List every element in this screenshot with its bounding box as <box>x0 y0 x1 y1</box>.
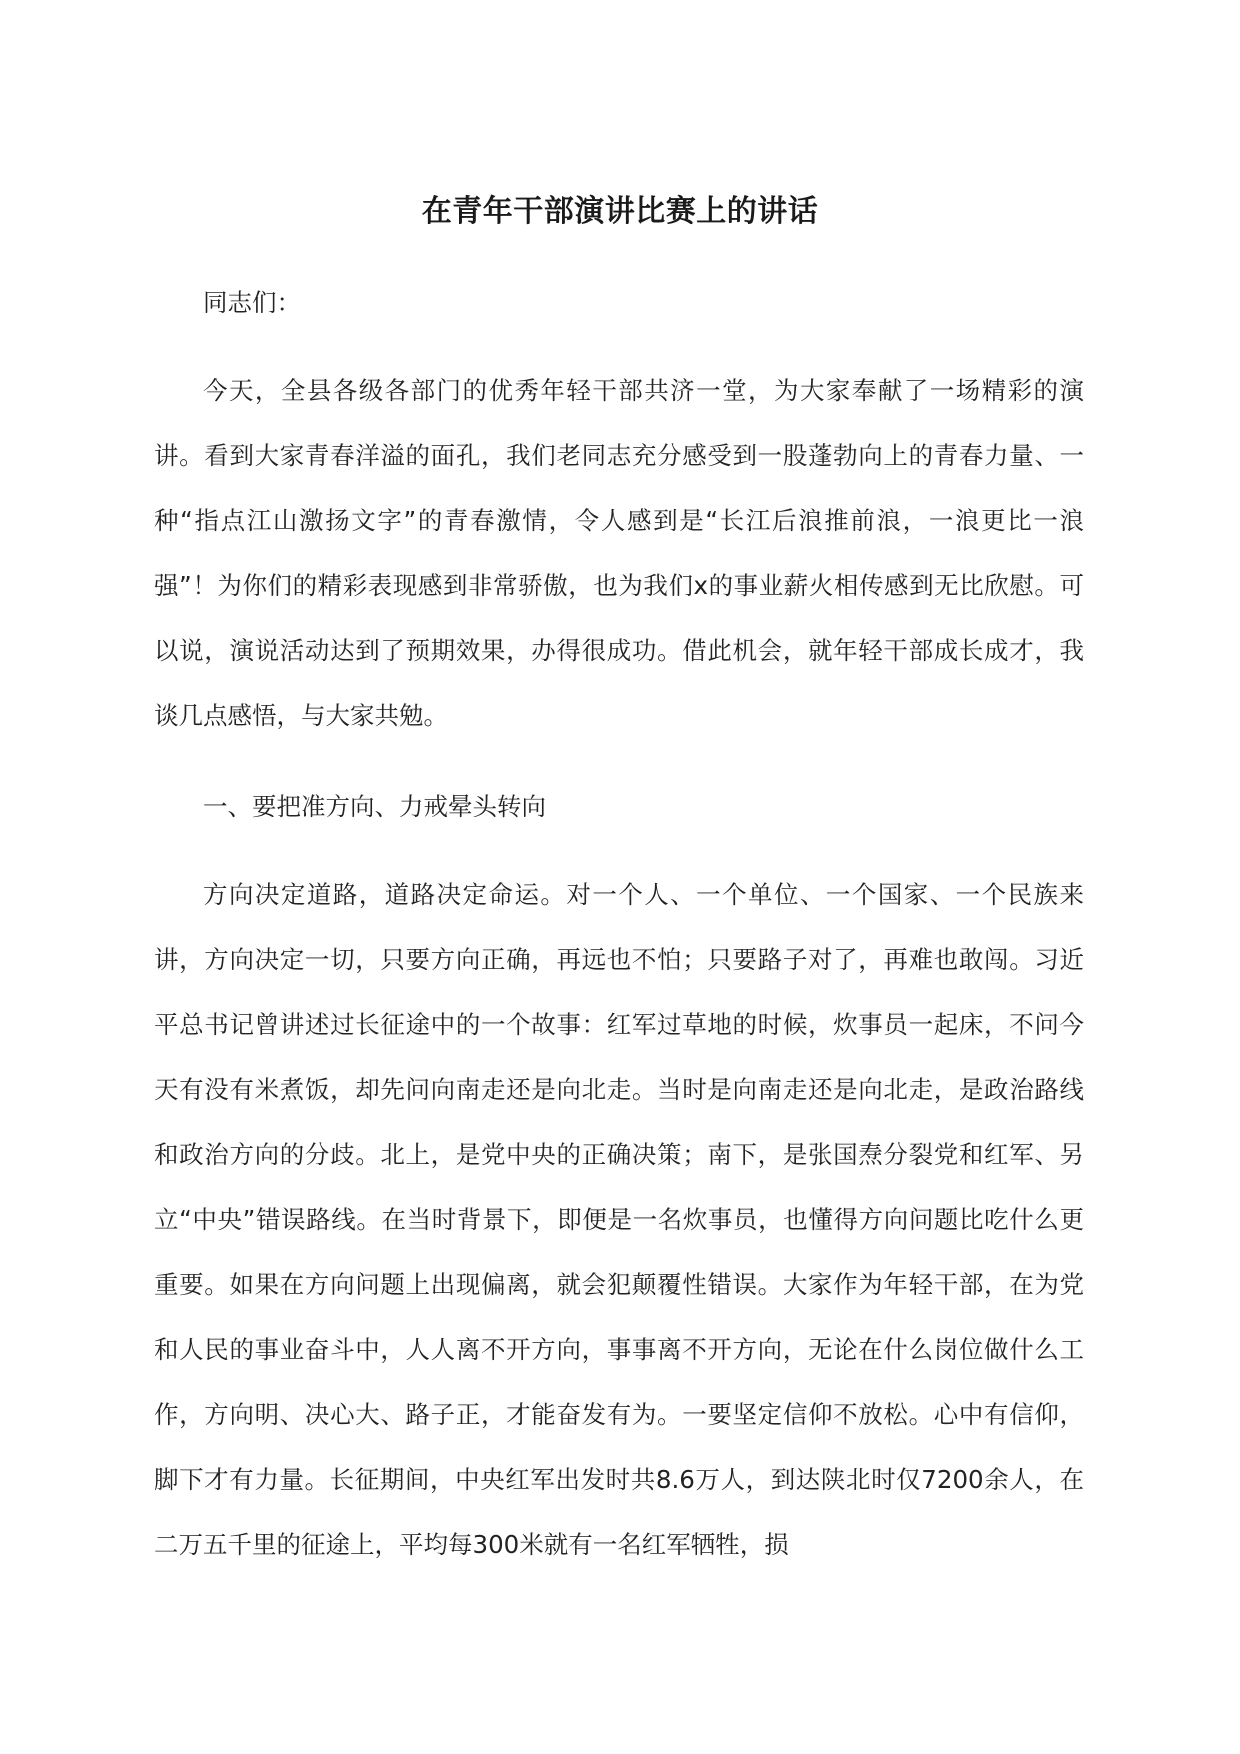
document-title: 在青年干部演讲比赛上的讲话 <box>421 194 819 229</box>
section-heading: 一、要把准方向、力戒晕头转向 <box>203 792 546 821</box>
salutation: 同志们： <box>203 288 301 317</box>
paragraph-intro: 今天，全县各级各部门的优秀年轻干部共济一堂，为大家奉献了一场精彩的演讲。看到大家青春洋溢的面孔，我们老同志充分感受到一股蓬勃向上的青春力量、一种“指点江山激扬文字”的青春激情，令人感到是“长江后浪推前浪，一浪更比一浪强”！为你们的精彩表现感到非常骄傲，也为我们x的事业薪火相传感到无比欣慰。可以说，演说活动达到了预期效果，办得很成功。借此机会，就年轻干部成长成才，我谈几点感悟，与大家共勉。 <box>154 376 1084 730</box>
paragraph-body: 方向决定道路，道路决定命运。对一个人、一个单位、一个国家、一个民族来讲，方向决定一切，只要方向正确，再远也不怕；只要路子对了，再难也敢闯。习近平总书记曾讲述过长征途中的一个故事：红军过草地的时候，炊事员一起床，不问今天有没有米煮饭，却先问向南走还是向北走。当时是向南走还是向北走，是政治路线和政治方向的分歧。北上，是党中央的正确决策；南下，是张国焘分裂党和红军、另立“中央”错误路线。在当时背景下，即便是一名炊事员，也懂得方向问题比吃什么更重要。如果在方向问题上出现偏离，就会犯颠覆性错误。大家作为年轻干部，在为党和人民的事业奋斗中，人人离不开方向，事事离不开方向，无论在什么岗位做什么工作，方向明、决心大、路子正，才能奋发有为。一要坚定信仰不放松。心中有信仰，脚下才有力量。长征期间，中央红军出发时共8.6万人，到达陕北时仅7200余人，在二万五千里的征途上，平均每300米就有一名红军牺牲，损 <box>154 880 1084 1559</box>
